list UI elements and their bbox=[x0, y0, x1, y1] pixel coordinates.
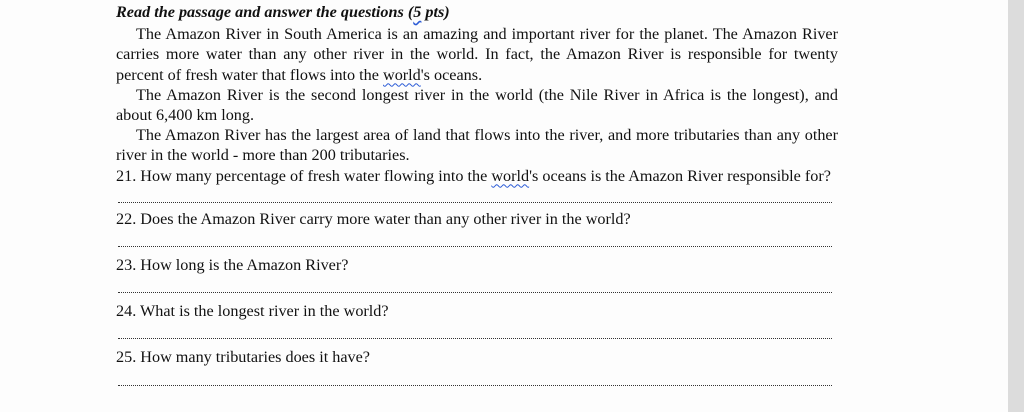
question-text-end: 's oceans is the Amazon River responsible for? bbox=[529, 166, 831, 185]
answer-line-21[interactable] bbox=[118, 201, 832, 203]
passage-text-end: 's oceans. bbox=[420, 65, 483, 84]
heading-suffix: pts) bbox=[421, 3, 450, 21]
answer-line-22[interactable] bbox=[118, 245, 832, 247]
instructions-heading bbox=[116, 2, 838, 22]
passage-paragraph-3: The Amazon River has the largest area of land that flows into the river, and more tributaries than any other river in the world - more than 200 tributaries. bbox=[116, 126, 838, 165]
page-margin-area bbox=[1008, 0, 1024, 412]
answer-line-25[interactable] bbox=[118, 384, 832, 386]
passage-paragraph-2: The Amazon River is the second longest river in the world (the Nile River in Africa is the longest), and about 6,400 km long. bbox=[116, 85, 838, 125]
passage-paragraph-1 bbox=[116, 24, 838, 85]
passage-text: The Amazon River in South America is an amazing and important river for the planet. The Amazon River carries more water than any other river in the world. In fact, the Amazon River is responsible for twenty percent of fresh water that flows into the bbox=[116, 25, 838, 84]
heading-score: 5 bbox=[413, 3, 422, 21]
document-content bbox=[116, 2, 838, 394]
question-25: 25. How many tributaries does it have? bbox=[116, 348, 370, 367]
spellcheck-word: world bbox=[383, 65, 421, 84]
question-21 bbox=[116, 166, 838, 186]
question-23: 23. How long is the Amazon River? bbox=[116, 256, 349, 275]
spellcheck-word: world bbox=[491, 166, 530, 185]
question-24: 24. What is the longest river in the world? bbox=[116, 302, 389, 321]
question-text: 21. How many percentage of fresh water flowing into the bbox=[116, 166, 492, 185]
answer-line-23[interactable] bbox=[118, 291, 832, 293]
heading-text: Read the passage and answer the questions ( bbox=[116, 3, 414, 21]
question-22: 22. Does the Amazon River carry more water than any other river in the world? bbox=[116, 209, 631, 228]
answer-line-24[interactable] bbox=[118, 337, 832, 339]
